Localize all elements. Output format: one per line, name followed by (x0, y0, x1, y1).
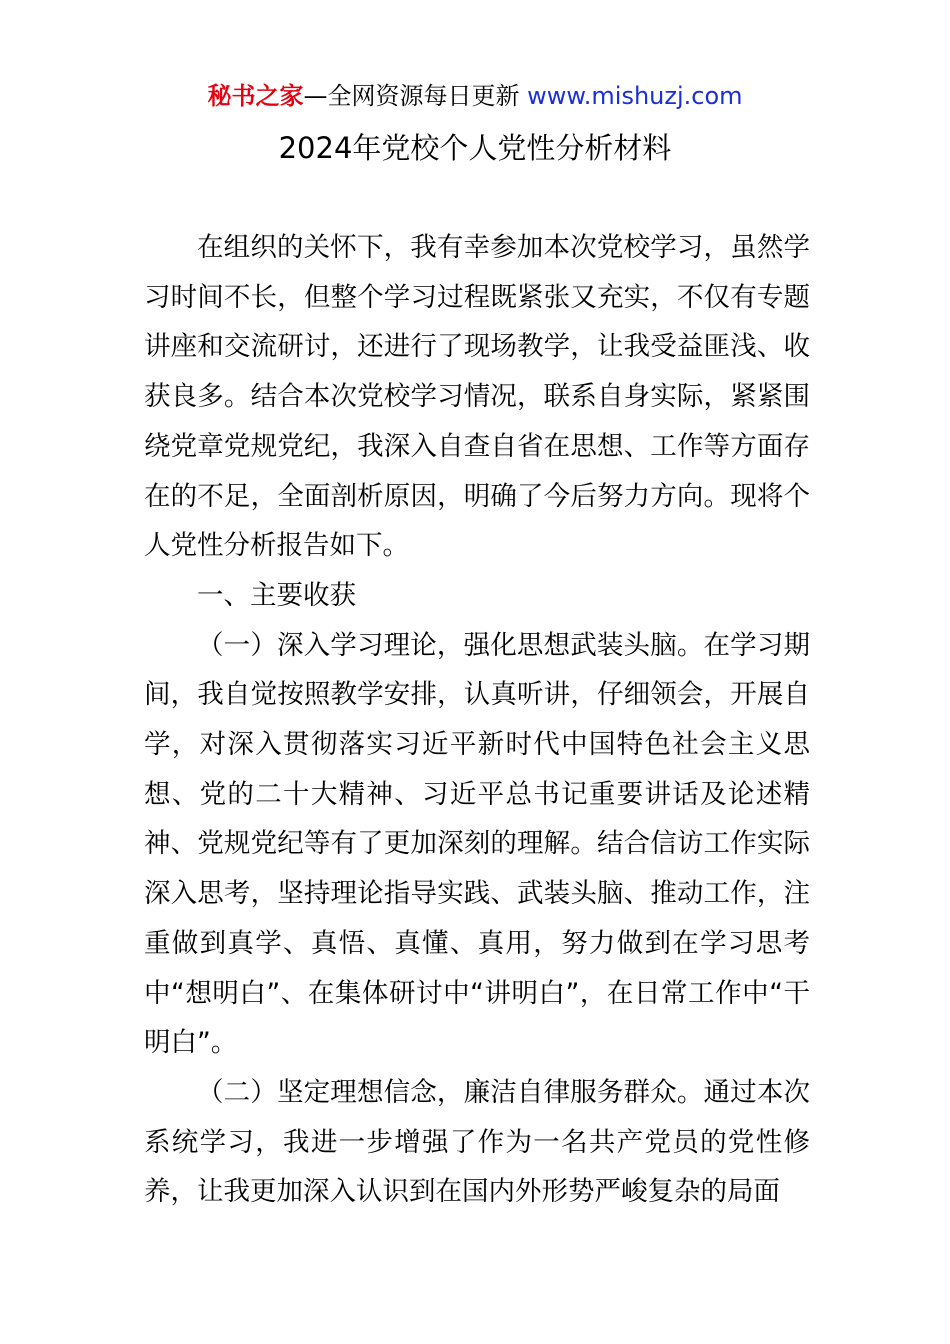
site-brand: 秘书之家 (207, 82, 304, 110)
site-url-link[interactable]: www.mishuzj.com (527, 82, 743, 110)
document-title: 2024年党校个人党性分析材料 (278, 131, 672, 165)
document-body (144, 223, 810, 1217)
paragraph-ideals-conviction: （二）坚定理想信念，廉洁自律服务群众。通过本次系统学习，我进一步增强了作为一名共产党员的党性修养，让我更加深入认识到在国内外形势严峻复杂的局面 (144, 1076, 810, 1208)
section-heading-main-gains: 一、主要收获 (197, 579, 356, 611)
site-tagline: —全网资源每日更新 (303, 82, 528, 110)
paragraph-theory-study: （一）深入学习理论，强化思想武装头脑。在学习期间，我自觉按照教学安排，认真听讲，仔细领会，开展自学，对深入贯彻落实习近平新时代中国特色社会主义思想、党的二十大精神、习近平总书记重要讲话及论述精神、党规党纪等有了更加深刻的理解。结合信访工作实际深入思考，坚持理论指导实践、武装头脑、推动工作，注重做到真学、真悟、真懂、真用，努力做到在学习思考中“想明白”、在集体研讨中“讲明白”，在日常工作中“干明白”。 (144, 629, 810, 1059)
paragraph-intro: 在组织的关怀下，我有幸参加本次党校学习，虽然学习时间不长，但整个学习过程既紧张又充实，不仅有专题讲座和交流研讨，还进行了现场教学，让我受益匪浅、收获良多。结合本次党校学习情况，联系自身实际，紧紧围绕党章党规党纪，我深入自查自省在思想、工作等方面存在的不足，全面剖析原因，明确了今后努力方向。现将个人党性分析报告如下。 (144, 232, 810, 562)
site-header (0, 80, 950, 112)
